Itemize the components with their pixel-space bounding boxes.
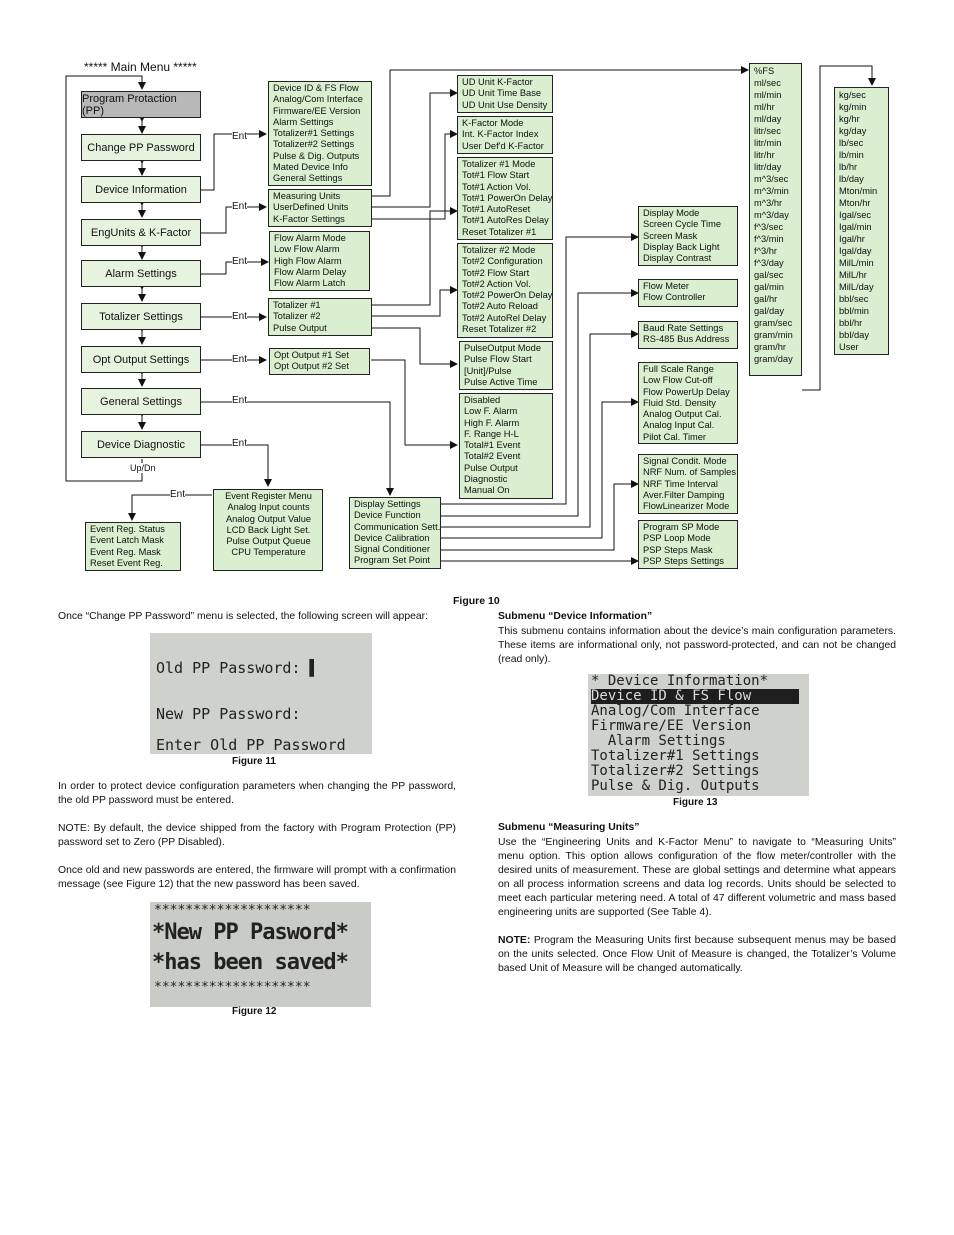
menu-item: Total#1 Event [464, 440, 521, 451]
menu-item: UD Unit K-Factor [462, 77, 533, 87]
paragraph: Once old and new passwords are entered, the firmware will prompt with a confirmation message (see Figure 12) that the new password has been saved. [58, 865, 456, 890]
lcd-line: ******************** [154, 980, 311, 995]
menu-general-settings[interactable]: General Settings [81, 388, 201, 415]
menu-item: Measuring Units [273, 191, 341, 201]
note-paragraph [498, 934, 896, 976]
menu-item: gram/hr [754, 342, 787, 352]
note-text: Program the Measuring Units first because subsequent menus may be based on the units selected. Once Flow Unit of Measure is changed, the Totalizer’s Volume based Unit of Measure will be changed automatically. [498, 935, 896, 974]
submenu-opt-output [269, 348, 370, 375]
menu-item: UserDefined Units [273, 202, 349, 213]
menu-item: Tot#1 Flow Start [462, 170, 530, 181]
menu-item: Totalizer #2 [273, 311, 321, 322]
menu-item: m^3/hr [754, 198, 783, 208]
menu-item: NRF Time Interval [643, 478, 718, 489]
submenu-kfactor [457, 116, 553, 154]
menu-item: gal/sec [754, 270, 784, 280]
menu-item: User Def'd K-Factor [462, 140, 544, 151]
menu-item: Communication Sett. [354, 521, 441, 532]
menu-item: Low F. Alarm [464, 406, 518, 417]
menu-structure-diagram [0, 0, 954, 600]
menu-item: Diagnostic [464, 474, 508, 485]
ent-label: Ent [232, 201, 248, 212]
menu-item: Full Scale Range [643, 364, 714, 374]
menu-item: K-Factor Mode [462, 118, 524, 128]
menu-item: Device Calibration [354, 532, 430, 543]
menu-item: Analog Output Cal. [643, 409, 722, 420]
menu-item: m^3/min [754, 186, 789, 196]
menu-item: Aver.Filter Damping [643, 489, 725, 500]
menu-item: Signal Condit. Mode [643, 456, 727, 466]
menu-item: Pilot Cal. Timer [643, 431, 707, 442]
menu-item: Pulse & Dig. Outputs [273, 150, 360, 161]
menu-item: litr/min [754, 138, 782, 148]
menu-item: CPU Temperature [231, 547, 306, 558]
menu-item: bbl/day [839, 330, 869, 340]
menu-item: Alarm Settings [273, 116, 334, 127]
submenu-tot1 [457, 157, 553, 240]
lcd-line: *has been saved* [152, 950, 348, 975]
menu-item: K-Factor Settings [273, 213, 345, 224]
menu-item: User [839, 342, 859, 352]
menu-item: Program Set Point [354, 555, 430, 566]
menu-item: Firmware/EE Version [273, 105, 361, 116]
menu-item: gram/sec [754, 318, 793, 328]
menu-program-protection[interactable]: Program Protaction (PP) [81, 91, 201, 118]
menu-item: Flow Alarm Latch [274, 278, 346, 289]
figure-10-caption: Figure 10 [453, 595, 500, 607]
submenu-diag-register [213, 489, 323, 571]
menu-item: Event Reg. Mask [90, 546, 161, 557]
menu-item: Tot#1 AutoRes Delay [462, 215, 549, 226]
menu-item: Analog Output Value [225, 513, 312, 524]
menu-item: kg/sec [839, 90, 866, 100]
submenu-calibration [638, 362, 738, 444]
menu-item: Tot#1 Action Vol. [462, 181, 531, 192]
menu-item: Pulse Flow Start [464, 354, 532, 365]
submenu-tot2 [457, 243, 553, 338]
units-volumetric [749, 63, 802, 376]
menu-item: Igal/day [839, 246, 872, 256]
menu-item: ml/day [754, 114, 782, 124]
submenu-totalizer [268, 298, 372, 336]
menu-item: litr/day [754, 162, 782, 172]
lcd-selected-line: Device ID & FS Flow [591, 689, 799, 704]
menu-item: MilL/day [839, 282, 874, 292]
menu-item: Tot#1 PowerOn Delay [462, 192, 553, 203]
menu-item: High Flow Alarm [274, 255, 342, 266]
menu-item: Flow Alarm Delay [274, 266, 347, 277]
units-mass [834, 87, 889, 355]
menu-item: Totalizer #1 [273, 300, 321, 310]
lcd-line: New PP Password: [156, 705, 301, 723]
menu-item: Manual On [464, 485, 510, 496]
paragraph: In order to protect device configuration parameters when changing the PP password, the old PP password must be entered. [58, 781, 456, 806]
menu-item: Pulse Output [273, 322, 327, 333]
menu-item: UD Unit Use Density [462, 99, 548, 110]
menu-item: kg/min [839, 102, 867, 112]
paragraph: Use the “Engineering Units and K-Factor Menu” to navigate to “Measuring Units” menu option. This option allows configuration of the flow meter/controller with the desired units of measurement. These are global settings and determine what appears on all process information screens and data log records. Units should be selected to meet each particular metering need. A total of 47 different volumetric and mass based engineering units are supported (See Table 4). [498, 837, 896, 918]
menu-item: Tot#2 Action Vol. [462, 278, 531, 289]
menu-item: Tot#2 Auto Reload [462, 301, 538, 312]
lcd-line: * Device Information* [591, 674, 769, 689]
menu-item: bbl/sec [839, 294, 869, 304]
menu-item: RS-485 Bus Address [643, 334, 730, 345]
menu-item: High F. Alarm [464, 417, 520, 428]
ent-label: Ent [170, 489, 186, 500]
menu-item: Low Flow Cut-off [643, 375, 713, 386]
menu-engunits-kfactor[interactable]: EngUnits & K-Factor [81, 219, 201, 246]
menu-item: PSP Loop Mode [643, 533, 711, 544]
menu-item: Igal/sec [839, 210, 872, 220]
heading-device-information: Submenu “Device Information” [498, 611, 653, 622]
menu-item: f^3/hr [754, 246, 777, 256]
menu-item: Opt Output #2 Set [274, 361, 349, 372]
menu-item: lb/min [839, 150, 864, 160]
menu-item: Mton/hr [839, 198, 871, 208]
menu-item: Event Reg. Status [90, 524, 165, 534]
menu-item: Program SP Mode [643, 522, 720, 532]
lcd-figure-13 [588, 674, 809, 796]
menu-item: Analog/Com Interface [273, 94, 363, 105]
menu-item: kg/day [839, 126, 867, 136]
menu-item: bbl/min [839, 306, 869, 316]
menu-item: litr/sec [754, 126, 781, 136]
menu-item: Disabled [464, 395, 501, 405]
menu-item: Display Contrast [643, 253, 712, 264]
submenu-event-reg [85, 522, 181, 571]
menu-item: Device Function [354, 510, 421, 521]
lcd-line: *New PP Pasword* [152, 920, 348, 945]
menu-item: Totalizer#2 Settings [273, 139, 355, 150]
menu-item: m^3/sec [754, 174, 789, 184]
menu-item: Device ID & FS Flow [273, 83, 359, 93]
menu-item: m^3/day [754, 210, 789, 220]
lcd-line: Old PP Password: ▌ [156, 659, 319, 677]
menu-totalizer-settings[interactable]: Totalizer Settings [81, 303, 201, 330]
menu-item: Tot#1 AutoReset [462, 204, 531, 215]
menu-item: Tot#2 PowerOn Delay [462, 290, 553, 301]
intro-text: Once “Change PP Password” menu is selected, the following screen will appear: [58, 611, 429, 622]
menu-item: Fluid Std. Density [643, 397, 716, 408]
menu-item: UD Unit Time Base [462, 88, 542, 99]
menu-alarm-settings[interactable]: Alarm Settings [81, 260, 201, 287]
menu-item: litr/hr [754, 150, 775, 160]
menu-item: Igal/min [839, 222, 872, 232]
menu-item: bbl/hr [839, 318, 863, 328]
lcd-line: Alarm Settings [591, 733, 726, 749]
submenu-signal [638, 454, 738, 514]
menu-item: Int. K-Factor Index [462, 129, 539, 140]
ent-label: Ent [232, 354, 248, 365]
menu-item: gal/min [754, 282, 784, 292]
menu-opt-output-settings[interactable]: Opt Output Settings [81, 346, 201, 373]
menu-item: Screen Mask [643, 230, 698, 241]
submenu-general [349, 497, 441, 569]
submenu-setpoint [638, 520, 738, 569]
menu-item: Totalizer#1 Settings [273, 128, 355, 139]
menu-item: Flow Alarm Mode [274, 233, 346, 243]
menu-item: Display Mode [643, 208, 700, 218]
submenu-function [638, 279, 738, 307]
menu-item: ml/min [754, 90, 782, 100]
menu-item: %FS [754, 66, 775, 76]
menu-item: Total#2 Event [464, 451, 521, 462]
menu-item: lb/sec [839, 138, 864, 148]
menu-item: Tot#2 AutoRel Delay [462, 312, 547, 323]
menu-item: kg/hr [839, 114, 860, 124]
menu-item: Tot#2 Configuration [462, 256, 543, 267]
lcd-line: Totalizer#2 Settings [591, 763, 760, 779]
ent-label: Ent [232, 311, 248, 322]
menu-item: f^3/min [754, 234, 784, 244]
ent-label: Ent [232, 131, 248, 142]
menu-item: Flow PowerUp Delay [643, 386, 730, 397]
menu-item: PulseOutput Mode [464, 343, 542, 353]
menu-item: f^3/sec [754, 222, 784, 232]
heading-measuring-units: Submenu “Measuring Units” [498, 822, 640, 833]
menu-item: Totalizer #2 Mode [462, 245, 536, 255]
menu-item: PSP Steps Mask [643, 544, 713, 555]
menu-item: Pulse Active Time [464, 376, 538, 387]
figure-11-caption: Figure 11 [232, 756, 276, 767]
menu-item: Tot#2 Flow Start [462, 267, 530, 278]
menu-item: ml/sec [754, 78, 781, 88]
menu-item: Igal/hr [839, 234, 865, 244]
menu-item: Display Settings [354, 499, 421, 509]
submenu-opt-events [459, 393, 553, 499]
menu-item: gram/min [754, 330, 793, 340]
menu-item: Pulse Output Queue [226, 536, 311, 547]
note-paragraph: NOTE: By default, the device shipped from the factory with Program Protection (PP) password set to Zero (PP Disabled). [58, 823, 456, 848]
menu-item: ml/hr [754, 102, 775, 112]
menu-item: PSP Steps Settings [643, 555, 724, 566]
menu-item: General Settings [273, 173, 343, 184]
menu-item: Analog Input Cal. [643, 420, 715, 431]
menu-item: F. Range H-L [464, 428, 519, 439]
lcd-line: Enter Old PP Password [156, 736, 346, 754]
submenu-display [638, 206, 738, 266]
menu-item: Signal Conditioner [354, 544, 430, 555]
main-menu-title: ***** Main Menu ***** [84, 60, 197, 74]
lcd-line: Analog/Com Interface [591, 703, 760, 719]
lcd-line: ******************** [154, 903, 311, 918]
figure-13-caption: Figure 13 [673, 797, 718, 808]
lcd-figure-12 [150, 902, 371, 1007]
menu-item: Mated Device Info [273, 162, 348, 173]
menu-item: gal/hr [754, 294, 778, 304]
updn-label: Up/Dn [130, 463, 156, 473]
menu-item: Screen Cycle Time [643, 219, 722, 230]
menu-item: NRF Num. of Samples [643, 467, 736, 478]
menu-item: Opt Output #1 Set [274, 350, 349, 360]
menu-item: Event Latch Mask [90, 535, 164, 546]
menu-device-information[interactable]: Device Information [81, 176, 201, 203]
menu-device-diagnostic[interactable]: Device Diagnostic [81, 431, 201, 458]
note-label: NOTE: [498, 935, 531, 946]
menu-item: [Unit]/Pulse [464, 365, 512, 376]
menu-item: Reset Totalizer #2 [462, 324, 537, 335]
ent-label: Ent [232, 256, 248, 267]
submenu-comm [638, 321, 738, 349]
menu-item: lb/day [839, 174, 864, 184]
menu-item: Event Register Menu [225, 491, 312, 501]
lcd-line: Totalizer#1 Settings [591, 748, 760, 764]
menu-item: Totalizer #1 Mode [462, 159, 536, 169]
menu-item: f^3/day [754, 258, 784, 268]
menu-item: Display Back Light [643, 241, 720, 252]
paragraph: This submenu contains information about the device’s main configuration parameters. These items are informational only, not password-protected, and can not be changed (read only). [498, 626, 896, 665]
ent-label: Ent [232, 438, 248, 449]
menu-item: Flow Controller [643, 292, 706, 303]
lcd-line: Firmware/EE Version [591, 718, 752, 734]
menu-item: Baud Rate Settings [643, 323, 724, 333]
menu-item: MilL/min [839, 258, 874, 268]
menu-item: Pulse Output [464, 462, 518, 473]
menu-item: lb/hr [839, 162, 858, 172]
menu-change-pp-password[interactable]: Change PP Password [81, 134, 201, 161]
menu-item: Flow Meter [643, 281, 689, 291]
figure-12-caption: Figure 12 [232, 1006, 277, 1017]
menu-item: Reset Totalizer #1 [462, 226, 537, 237]
ent-label: Ent [232, 395, 248, 406]
menu-item: FlowLinearizer Mode [643, 501, 730, 512]
menu-item: LCD Back Light Set. [226, 524, 311, 535]
submenu-ud-unit [457, 75, 553, 113]
menu-item: gram/day [754, 354, 793, 364]
menu-item: Mton/min [839, 186, 878, 196]
lcd-figure-11 [150, 633, 372, 754]
submenu-pulse [459, 341, 553, 390]
submenu-eng-units [268, 189, 372, 227]
submenu-device-info [268, 81, 372, 186]
menu-item: Reset Event Reg. [90, 557, 163, 568]
menu-item: gal/day [754, 306, 784, 316]
menu-item: MilL/hr [839, 270, 867, 280]
menu-item: Analog Input counts [227, 502, 310, 513]
lcd-line: Pulse & Dig. Outputs [591, 778, 760, 794]
menu-item: Low Flow Alarm [274, 244, 340, 255]
submenu-alarm [269, 231, 370, 291]
